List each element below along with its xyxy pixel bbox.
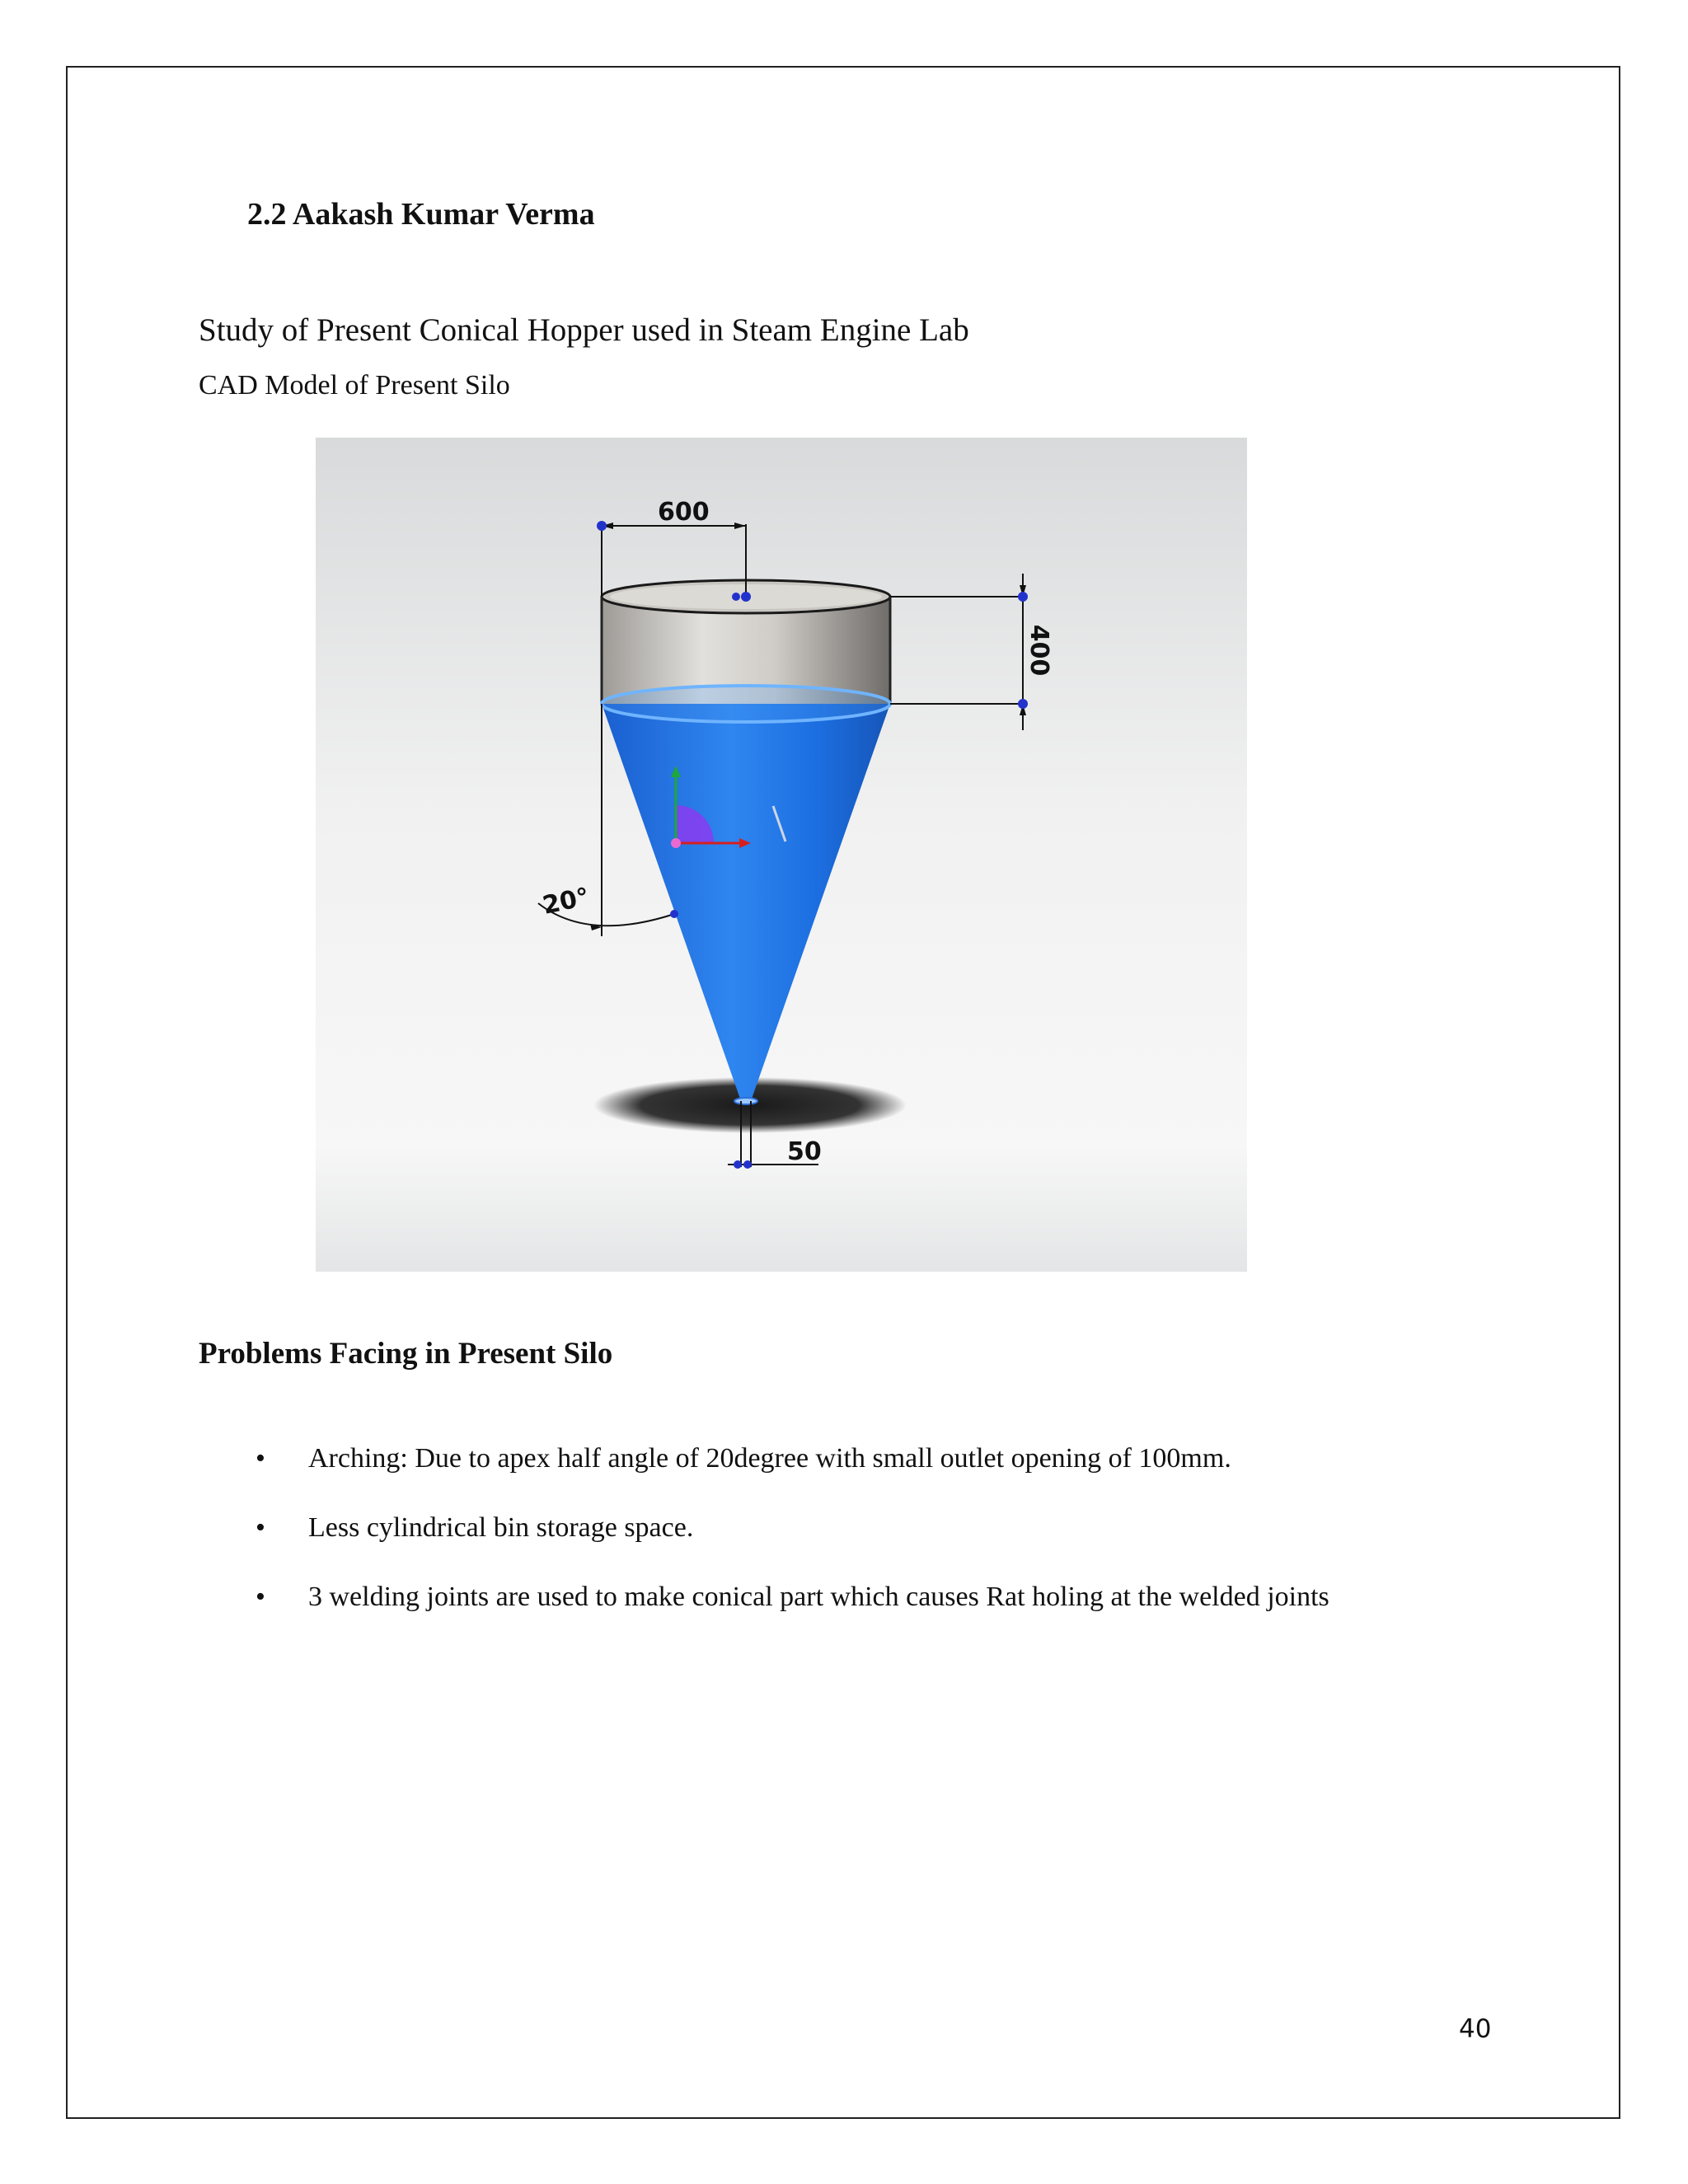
dim-top-diameter: 600 (658, 498, 710, 527)
bullet-icon: • (256, 1582, 265, 1612)
list-item-text: Arching: Due to apex half angle of 20degree with small outlet opening of 100mm. (308, 1443, 1231, 1474)
list-item-text: Less cylindrical bin storage space. (308, 1512, 694, 1543)
list-item (247, 1511, 1566, 1544)
section-heading: 2.2 Aakash Kumar Verma (247, 197, 595, 232)
list-item (247, 1442, 1566, 1475)
page-number: 40 (1459, 2014, 1492, 2044)
cad-model-image (316, 438, 1247, 1272)
problems-heading: Problems Facing in Present Silo (199, 1337, 613, 1371)
dim-cone-angle: 20° (540, 882, 593, 921)
list-item (247, 1581, 1566, 1614)
list-item-text: 3 welding joints are used to make conical part which causes Rat holing at the welded joints (308, 1582, 1329, 1612)
cone-top-edge (602, 686, 890, 722)
dim-outlet: 50 (787, 1137, 822, 1166)
study-title: Study of Present Conical Hopper used in Steam Engine Lab (199, 312, 969, 348)
cad-model-drawing (316, 438, 1247, 1272)
figure-caption: CAD Model of Present Silo (199, 370, 510, 401)
bullet-icon: • (256, 1443, 265, 1474)
problems-list (247, 1442, 1566, 1650)
bullet-icon: • (256, 1512, 265, 1543)
dim-cylinder-height: 400 (1025, 624, 1053, 677)
